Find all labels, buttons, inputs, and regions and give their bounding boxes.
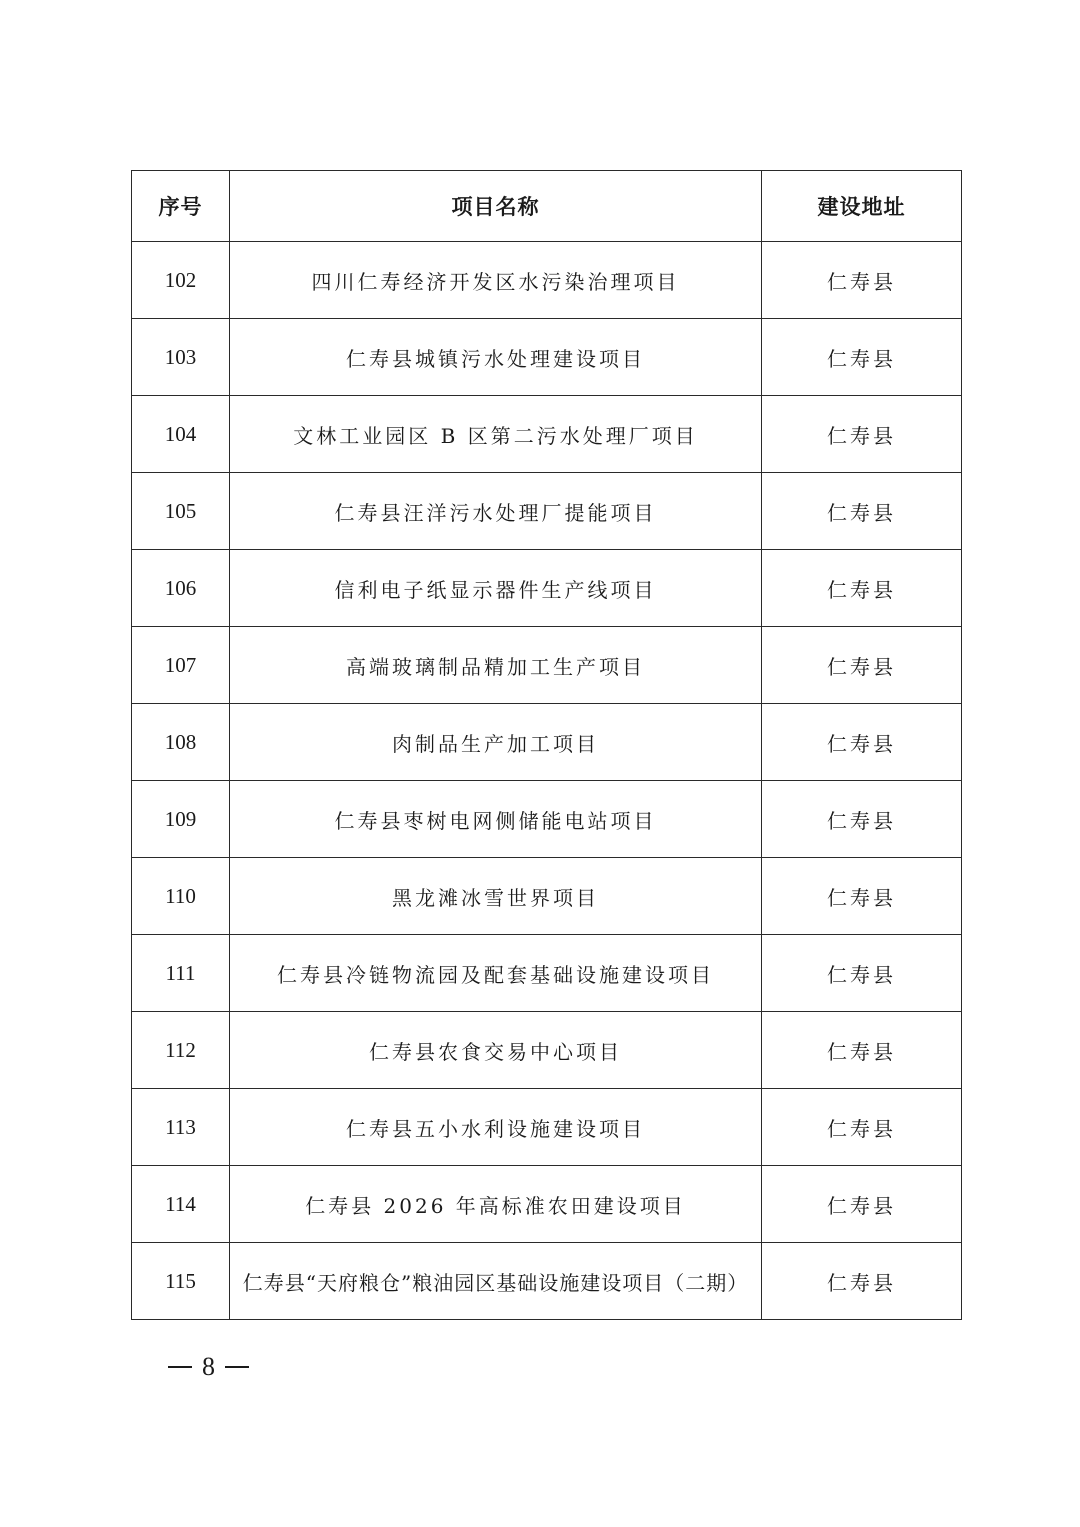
cell-project-name: 仁寿县农食交易中心项目 — [230, 1012, 762, 1089]
table-row — [132, 627, 962, 704]
cell-project-name: 仁寿县汪洋污水处理厂提能项目 — [230, 473, 762, 550]
cell-seq: 106 — [132, 550, 230, 627]
table-row — [132, 473, 962, 550]
header-address: 建设地址 — [762, 171, 962, 242]
cell-address: 仁寿县 — [762, 319, 962, 396]
cell-seq: 109 — [132, 781, 230, 858]
header-project-name: 项目名称 — [230, 171, 762, 242]
table-row — [132, 1012, 962, 1089]
cell-seq: 103 — [132, 319, 230, 396]
cell-seq: 115 — [132, 1243, 230, 1320]
cell-address: 仁寿县 — [762, 858, 962, 935]
project-table — [131, 170, 962, 1320]
cell-project-name: 仁寿县枣树电网侧储能电站项目 — [230, 781, 762, 858]
cell-seq: 113 — [132, 1089, 230, 1166]
cell-project-name: 仁寿县冷链物流园及配套基础设施建设项目 — [230, 935, 762, 1012]
cell-address: 仁寿县 — [762, 1012, 962, 1089]
table-row — [132, 858, 962, 935]
table-row — [132, 319, 962, 396]
cell-seq: 105 — [132, 473, 230, 550]
table-row — [132, 396, 962, 473]
cell-address: 仁寿县 — [762, 1166, 962, 1243]
cell-project-name: 信利电子纸显示器件生产线项目 — [230, 550, 762, 627]
cell-seq: 107 — [132, 627, 230, 704]
cell-address: 仁寿县 — [762, 550, 962, 627]
cell-seq: 110 — [132, 858, 230, 935]
table-header-row — [132, 171, 962, 242]
cell-address: 仁寿县 — [762, 396, 962, 473]
cell-project-name: 四川仁寿经济开发区水污染治理项目 — [230, 242, 762, 319]
cell-seq: 111 — [132, 935, 230, 1012]
cell-project-name: 仁寿县城镇污水处理建设项目 — [230, 319, 762, 396]
cell-project-name: 仁寿县 2026 年高标准农田建设项目 — [230, 1166, 762, 1243]
cell-project-name: 仁寿县“天府粮仓”粮油园区基础设施建设项目（二期） — [230, 1243, 762, 1320]
cell-address: 仁寿县 — [762, 242, 962, 319]
table-row — [132, 1243, 962, 1320]
table-row — [132, 242, 962, 319]
cell-project-name: 黑龙滩冰雪世界项目 — [230, 858, 762, 935]
cell-address: 仁寿县 — [762, 627, 962, 704]
table-row — [132, 781, 962, 858]
cell-seq: 108 — [132, 704, 230, 781]
table-row — [132, 550, 962, 627]
page-footer — [168, 1352, 249, 1382]
cell-seq: 114 — [132, 1166, 230, 1243]
page-number: 8 — [202, 1352, 215, 1381]
dash-left — [168, 1366, 192, 1368]
table-row — [132, 704, 962, 781]
table-body — [132, 242, 962, 1320]
table-row — [132, 935, 962, 1012]
cell-address: 仁寿县 — [762, 704, 962, 781]
table-row — [132, 1166, 962, 1243]
header-seq: 序号 — [132, 171, 230, 242]
project-table-container — [131, 170, 961, 1320]
cell-project-name: 仁寿县五小水利设施建设项目 — [230, 1089, 762, 1166]
cell-seq: 112 — [132, 1012, 230, 1089]
cell-address: 仁寿县 — [762, 1243, 962, 1320]
table-row — [132, 1089, 962, 1166]
cell-address: 仁寿县 — [762, 1089, 962, 1166]
cell-project-name: 文林工业园区 B 区第二污水处理厂项目 — [230, 396, 762, 473]
cell-seq: 102 — [132, 242, 230, 319]
cell-address: 仁寿县 — [762, 473, 962, 550]
cell-project-name: 高端玻璃制品精加工生产项目 — [230, 627, 762, 704]
cell-project-name: 肉制品生产加工项目 — [230, 704, 762, 781]
cell-address: 仁寿县 — [762, 935, 962, 1012]
dash-right — [225, 1366, 249, 1368]
cell-address: 仁寿县 — [762, 781, 962, 858]
cell-seq: 104 — [132, 396, 230, 473]
